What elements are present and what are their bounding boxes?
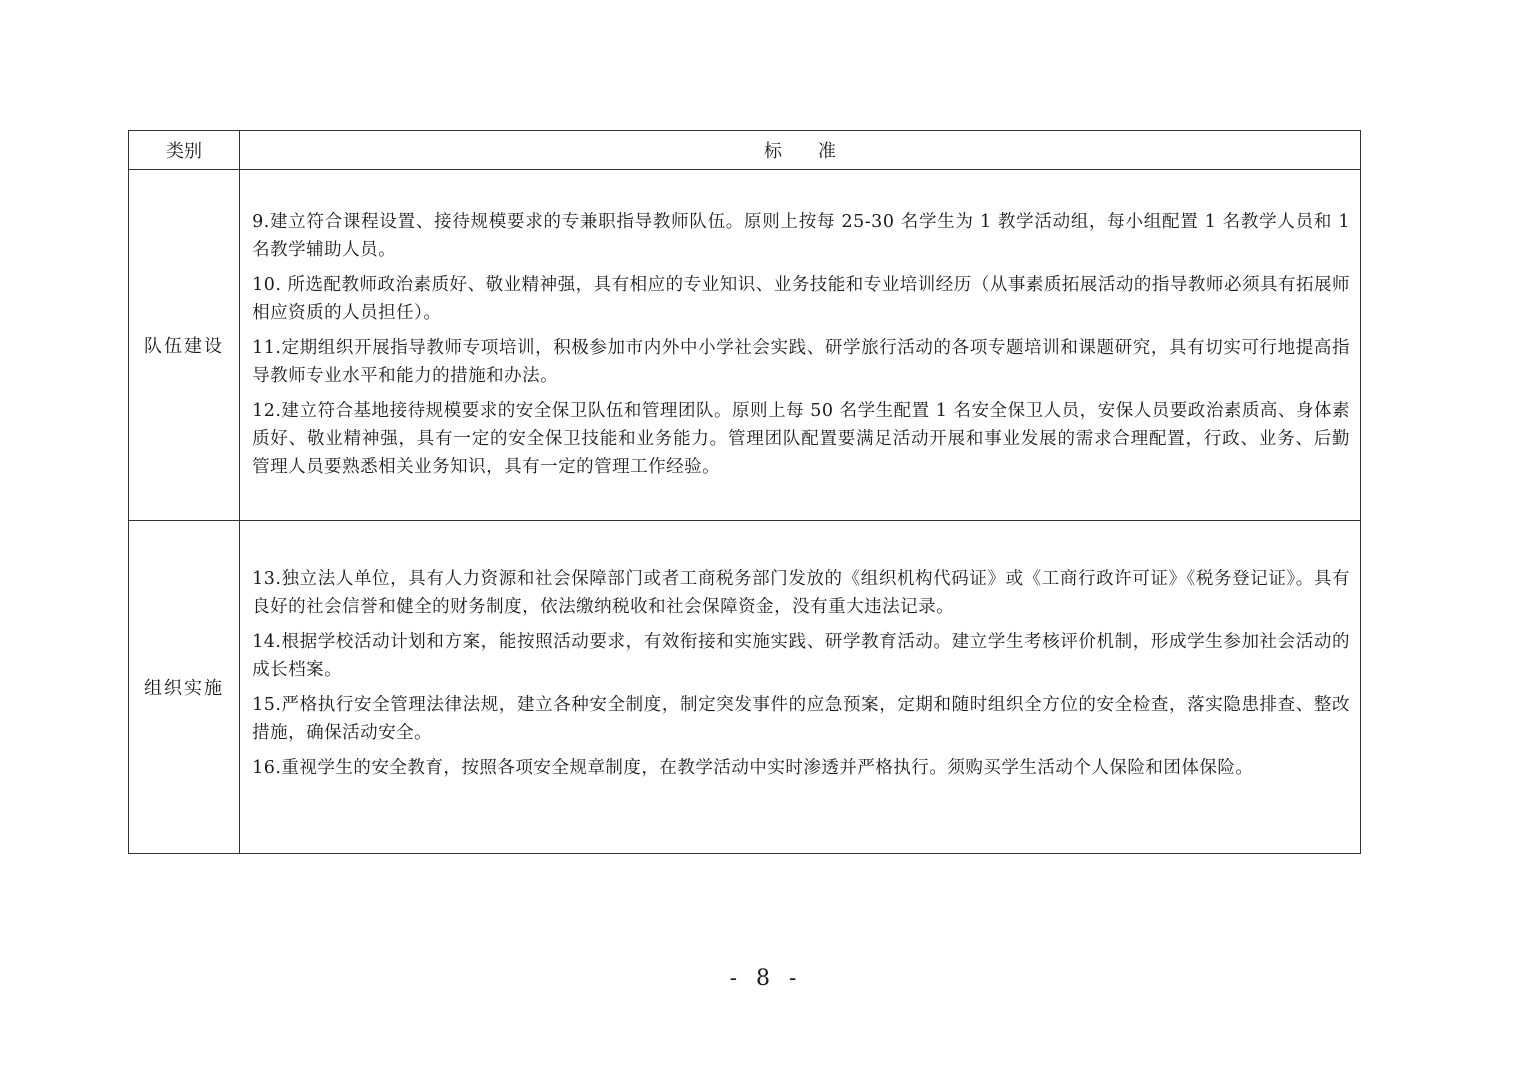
table-row-team-building [129,170,1361,521]
standards-organization [240,521,1361,854]
table-row-organization [129,521,1361,854]
standard-item-12: 12.建立符合基地接待规模要求的安全保卫队伍和管理团队。原则上每 50 名学生配置 1 名安全保卫人员，安保人员要政治素质高、身体素质好、敬业精神强，具有一定的安全保卫技能和业务能力。管理团队配置要满足活动开展和事业发展的需求合理配置，行政、业务、后勤管理人员要熟悉相关业务知识，具有一定的管理工作经验。 [252,401,1350,477]
standard-item-13: 13.独立法人单位，具有人力资源和社会保障部门或者工商税务部门发放的《组织机构代码证》或《工商行政许可证》《税务登记证》。具有良好的社会信誉和健全的财务制度，依法缴纳税收和社会保障资金，没有重大违法记录。 [252,569,1350,617]
standard-item-10: 10. 所选配教师政治素质好、敬业精神强，具有相应的专业知识、业务技能和专业培训经历（从事素质拓展活动的指导教师必须具有拓展师相应资质的人员担任）。 [252,275,1350,323]
header-category: 类别 [129,131,240,170]
standard-item-15: 15.严格执行安全管理法律法规，建立各种安全制度，制定突发事件的应急预案，定期和随时组织全方位的安全检查，落实隐患排查、整改措施，确保活动安全。 [252,695,1350,743]
standard-item-9: 9.建立符合课程设置、接待规模要求的专兼职指导教师队伍。原则上按每 25-30 名学生为 1 教学活动组，每小组配置 1 名教学人员和 1 名教学辅助人员。 [252,212,1350,260]
standards-team-building [240,170,1361,521]
page-number: - 8 - [729,966,803,991]
standard-item-11: 11.定期组织开展指导教师专项培训，积极参加市内外中小学社会实践、研学旅行活动的各项专题培训和课题研究，具有切实可行地提高指导教师专业水平和能力的措施和办法。 [252,338,1350,386]
category-team-building: 队伍建设 [129,170,240,521]
table-header-row [129,131,1361,170]
standard-item-16: 16.重视学生的安全教育，按照各项安全规章制度，在教学活动中实时渗透并严格执行。须购买学生活动个人保险和团体保险。 [252,758,1254,778]
standard-item-14: 14.根据学校活动计划和方案，能按照活动要求，有效衔接和实施实践、研学教育活动。建立学生考核评价机制，形成学生参加社会活动的成长档案。 [252,632,1350,680]
category-organization: 组织实施 [129,521,240,854]
header-standard: 标 准 [240,131,1361,170]
standards-table [128,130,1361,854]
